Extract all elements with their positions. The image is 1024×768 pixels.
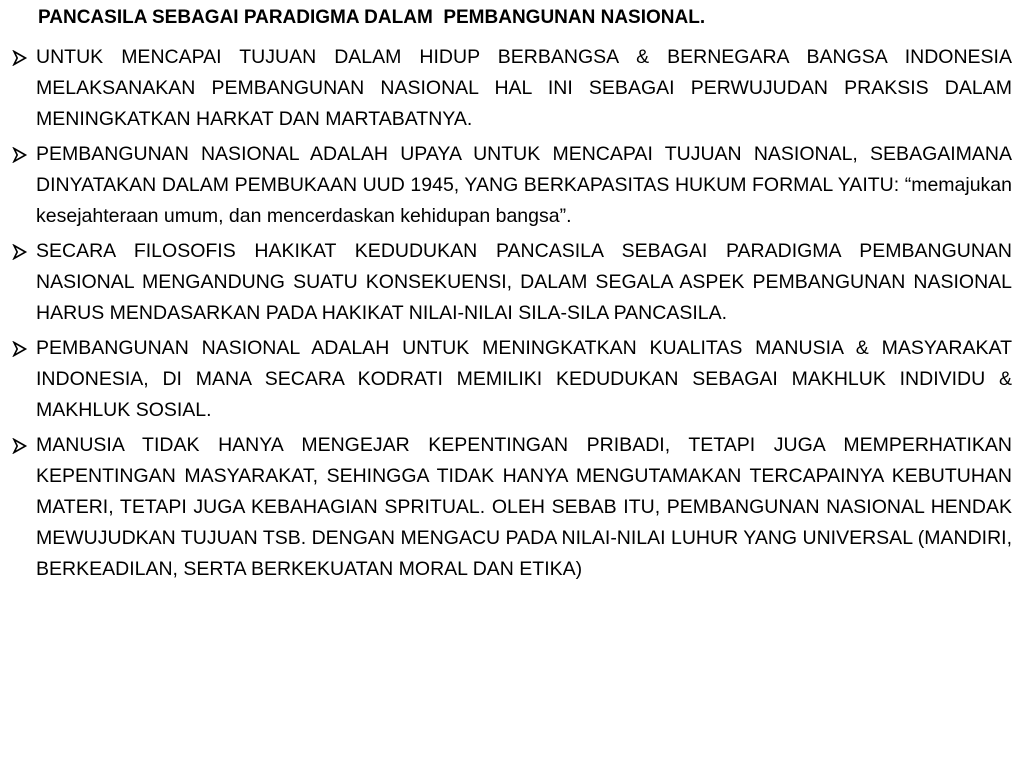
bullet-text: SECARA FILOSOFIS HAKIKAT KEDUDUKAN PANCASILA SEBAGAI PARADIGMA PEMBANGUNAN NASIONAL MENGANDUNG SUATU KONSEKUENSI, DALAM SEGALA ASPEK PEMBANGUNAN NASIONAL HARUS MENDASARKAN PADA HAKIKAT NILAI-NILAI SILA-SILA PANCASILA. — [36, 240, 1012, 324]
bullet-text: PEMBANGUNAN NASIONAL ADALAH UNTUK MENINGKATKAN KUALITAS MANUSIA & MASYARAKAT INDONESIA, DI MANA SECARA KODRATI MEMILIKI KEDUDUKAN SEBAGAI MAKHLUK INDIVIDU & MAKHLUK SOSIAL. — [36, 337, 1012, 421]
bullet-text: PEMBANGUNAN NASIONAL ADALAH UPAYA UNTUK MENCAPAI TUJUAN NASIONAL, SEBAGAIMANA DINYATAKAN DALAM PEMBUKAAN UUD 1945, YANG BERKAPASITAS HUKUM FORMAL YAITU: “memajukan kesejahteraan umum, dan mencerdaskan kehidupan bangsa”. — [36, 143, 1012, 227]
arrowhead-bullet-icon — [12, 42, 32, 73]
arrowhead-bullet-icon — [12, 139, 32, 170]
bullet-list — [10, 42, 1012, 585]
bullet-text: MANUSIA TIDAK HANYA MENGEJAR KEPENTINGAN PRIBADI, TETAPI JUGA MEMPERHATIKAN KEPENTINGAN MASYARAKAT, SEHINGGA TIDAK HANYA MENGUTAMAKAN TERCAPAINYA KEBUTUHAN MATERI, TETAPI JUGA KEBAHAGIAN SPRITUAL. OLEH SEBAB ITU, PEMBANGUNAN NASIONAL HENDAK MEWUJUDKAN TUJUAN TSB. DENGAN MENGACU PADA NILAI-NILAI LUHUR YANG UNIVERSAL (MANDIRI, BERKEADILAN, SERTA BERKEKUATAN MORAL DAN ETIKA) — [36, 434, 1012, 580]
bullet-item-1 — [10, 42, 1012, 135]
arrowhead-bullet-icon — [12, 430, 32, 461]
bullet-text: UNTUK MENCAPAI TUJUAN DALAM HIDUP BERBANGSA & BERNEGARA BANGSA INDONESIA MELAKSANAKAN PEMBANGUNAN NASIONAL HAL INI SEBAGAI PERWUJUDAN PRAKSIS DALAM MENINGKATKAN HARKAT DAN MARTABATNYA. — [36, 46, 1012, 130]
arrowhead-bullet-icon — [12, 333, 32, 364]
slide-title: PANCASILA SEBAGAI PARADIGMA DALAM PEMBANGUNAN NASIONAL. — [38, 7, 706, 28]
arrowhead-bullet-icon — [12, 236, 32, 267]
bullet-item-4 — [10, 333, 1012, 426]
bullet-item-5 — [10, 430, 1012, 585]
bullet-item-3 — [10, 236, 1012, 329]
bullet-item-2 — [10, 139, 1012, 232]
